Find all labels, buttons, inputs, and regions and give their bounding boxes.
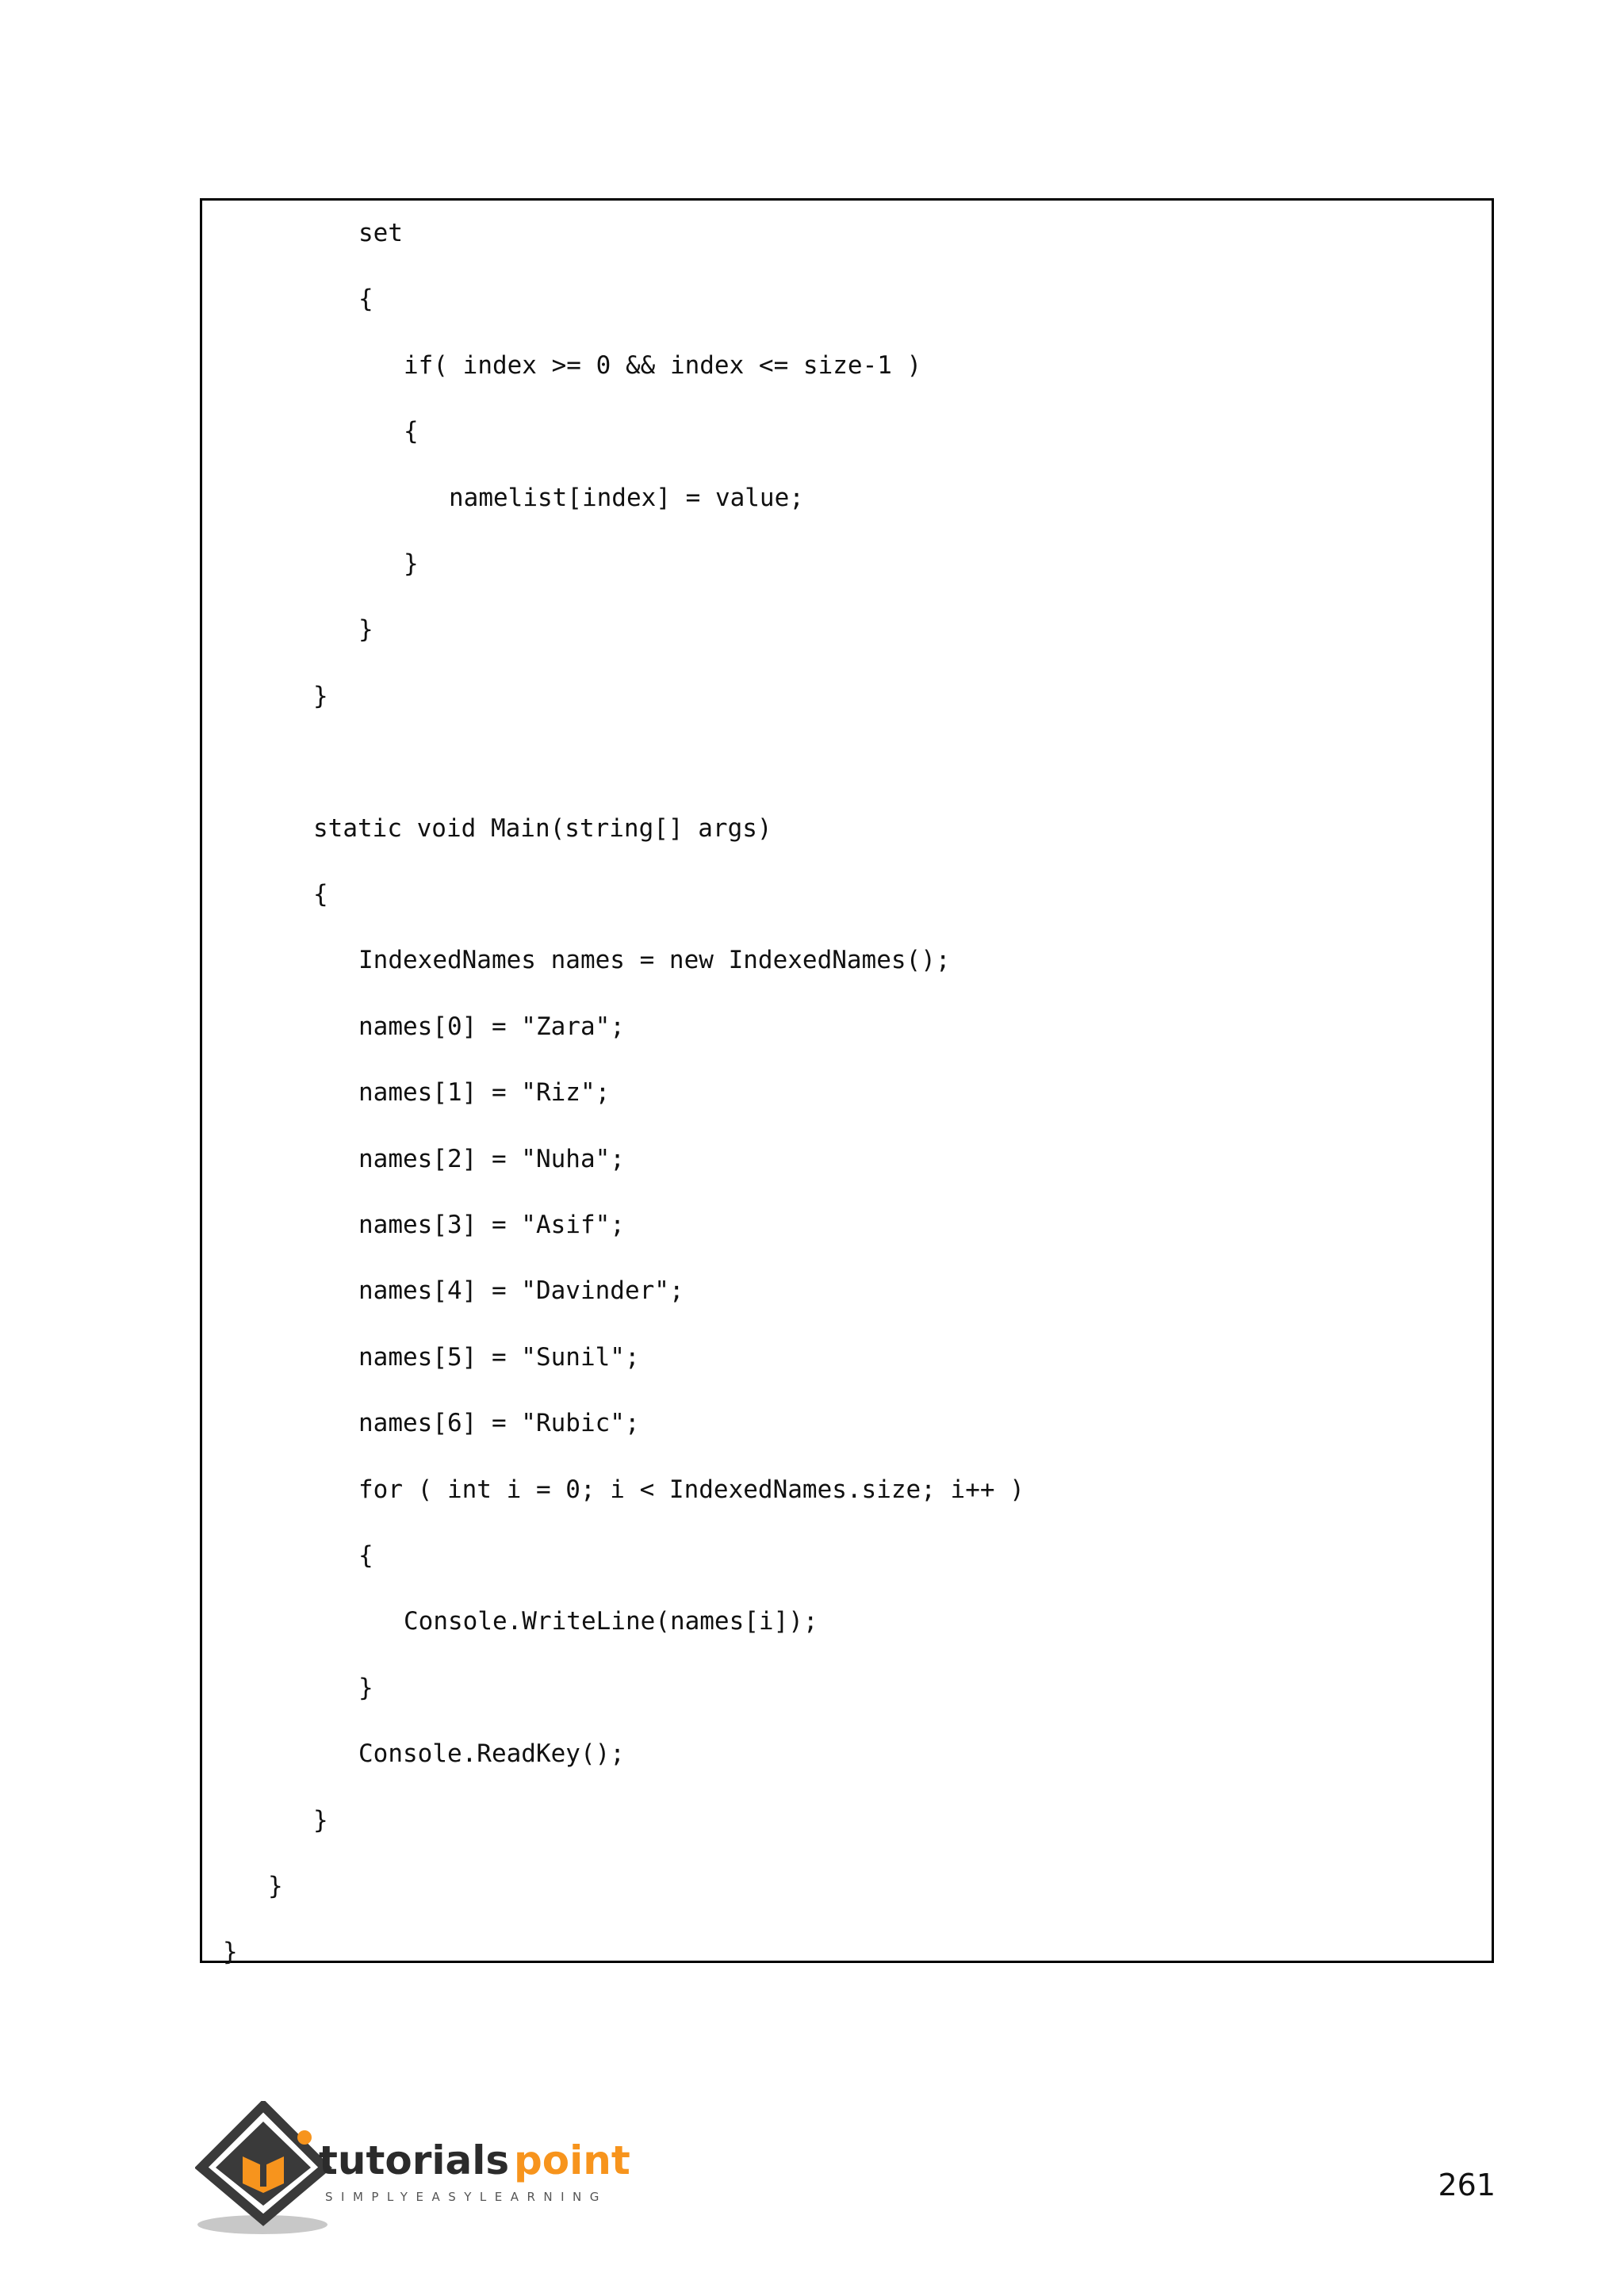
code-line: static void Main(string[] args) (313, 813, 772, 843)
code-line: { (358, 285, 373, 314)
code-line: IndexedNames names = new IndexedNames(); (358, 946, 951, 975)
code-line: names[6] = "Rubic"; (358, 1409, 640, 1438)
code-line: } (404, 549, 419, 578)
code-line: } (313, 1805, 328, 1835)
code-line: Console.WriteLine(names[i]); (404, 1607, 818, 1636)
code-listing (200, 198, 1494, 1967)
code-line: } (358, 615, 373, 645)
code-line: } (268, 1872, 283, 1900)
logo-word-accent: point (514, 2137, 630, 2183)
code-line: } (223, 1938, 238, 1967)
logo-spark-icon (297, 2130, 312, 2145)
page-number: 261 (1438, 2168, 1496, 2202)
code-line: { (313, 880, 328, 909)
code-line: set (358, 219, 403, 247)
code-line: Console.ReadKey(); (358, 1739, 625, 1769)
code-line: { (404, 417, 419, 446)
code-line: names[3] = "Asif"; (358, 1211, 625, 1239)
code-line: } (358, 1673, 373, 1702)
code-line: names[2] = "Nuha"; (358, 1144, 625, 1173)
code-line: { (358, 1541, 373, 1570)
logo-book-spine (260, 2150, 266, 2187)
logo-tagline: SIMPLYEASYLEARNING (325, 2190, 607, 2204)
code-line: names[1] = "Riz"; (358, 1078, 611, 1108)
code-line: names[5] = "Sunil"; (358, 1342, 640, 1372)
tutorialspoint-logo (195, 2101, 655, 2236)
code-line: if( index >= 0 && index <= size-1 ) (404, 350, 922, 380)
code-line: } (313, 681, 328, 710)
logo-word-dark: tutorials (319, 2137, 510, 2183)
code-line: namelist[index] = value; (449, 483, 804, 512)
code-line: names[0] = "Zara"; (358, 1012, 625, 1041)
code-line: for ( int i = 0; i < IndexedNames.size; i++ ) (358, 1475, 1025, 1504)
code-line: names[4] = "Davinder"; (358, 1276, 684, 1306)
